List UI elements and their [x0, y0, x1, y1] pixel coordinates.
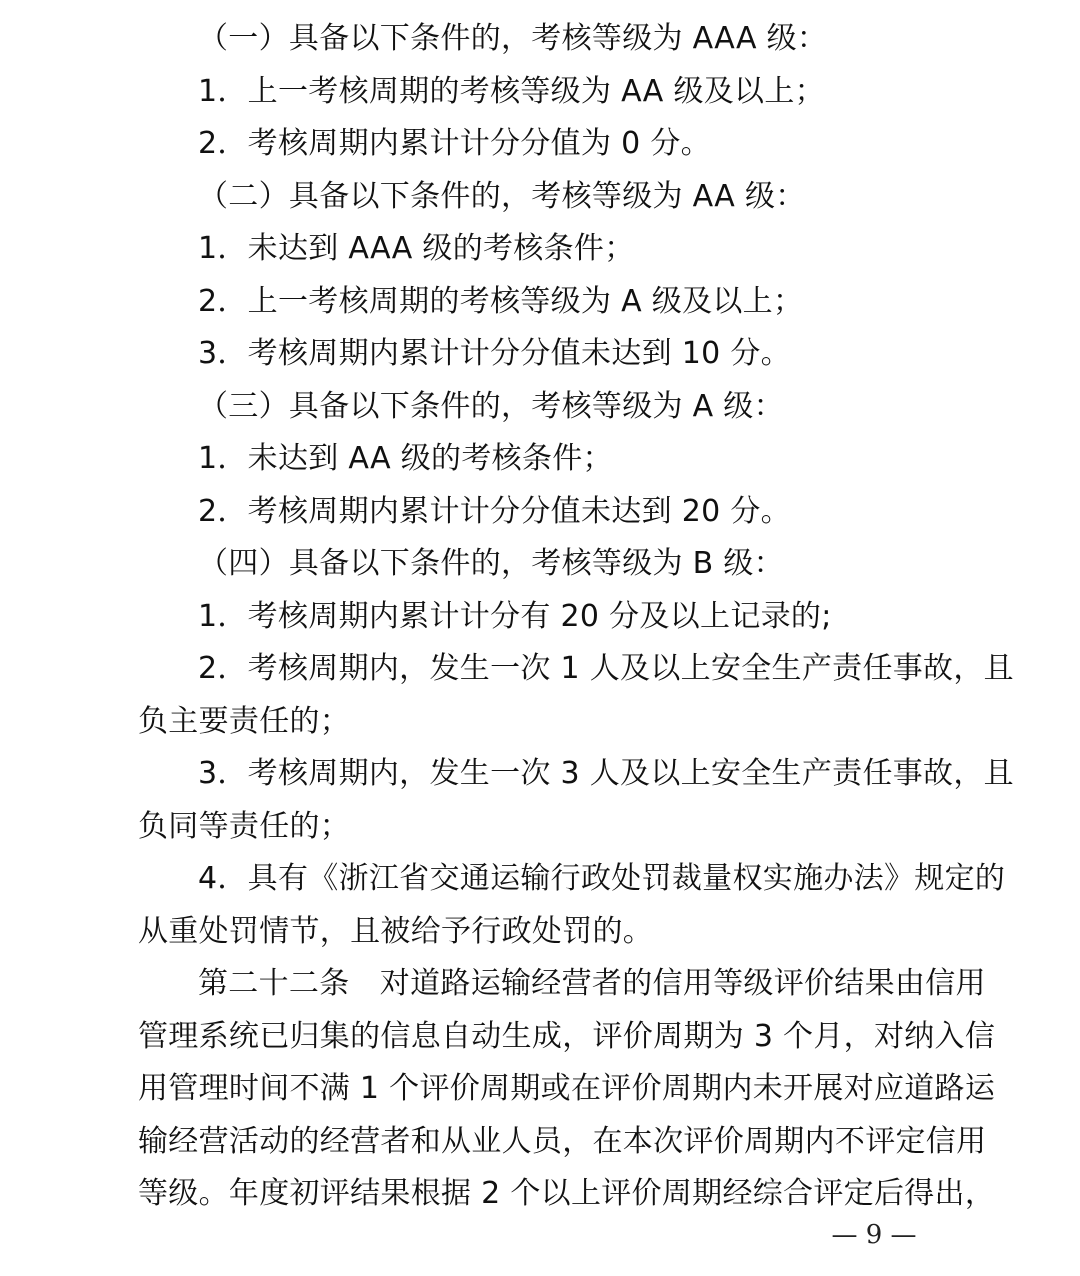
paragraph-line: 2．上一考核周期的考核等级为 A 级及以上； [198, 284, 804, 319]
paragraph-line: 1．考核周期内累计计分有 20 分及以上记录的; [198, 599, 832, 634]
paragraph-line: 2．考核周期内累计计分分值为 0 分。 [198, 126, 711, 161]
paragraph-line: （三）具备以下条件的，考核等级为 A 级： [198, 389, 784, 424]
paragraph-line: 第二十二条 对道路运输经营者的信用等级评价结果由信用 [198, 966, 986, 1001]
paragraph-line: 负主要责任的； [138, 704, 351, 739]
paragraph-line: 3．考核周期内，发生一次 3 人及以上安全生产责任事故，且 [198, 756, 1014, 791]
paragraph-line: （一）具备以下条件的，考核等级为 AAA 级： [198, 21, 828, 56]
paragraph-line: 1．上一考核周期的考核等级为 AA 级及以上； [198, 74, 825, 109]
paragraph-line: 管理系统已归集的信息自动生成，评价周期为 3 个月，对纳入信 [138, 1019, 996, 1054]
paragraph-line: （二）具备以下条件的，考核等级为 AA 级： [198, 179, 806, 214]
paragraph-line: 2．考核周期内累计计分分值未达到 20 分。 [198, 494, 791, 529]
paragraph-line: 等级。年度初评结果根据 2 个以上评价周期经综合评定后得出， [138, 1176, 996, 1211]
paragraph-line: （四）具备以下条件的，考核等级为 B 级： [198, 546, 784, 581]
paragraph-line: 2．考核周期内，发生一次 1 人及以上安全生产责任事故，且 [198, 651, 1014, 686]
paragraph-line: 4．具有《浙江省交通运输行政处罚裁量权实施办法》规定的 [198, 861, 1006, 896]
paragraph-line: 1．未达到 AA 级的考核条件； [198, 441, 613, 476]
paragraph-line: 负同等责任的； [138, 809, 351, 844]
paragraph-line: 输经营活动的经营者和从业人员，在本次评价周期内不评定信用 [138, 1124, 987, 1159]
paragraph-line: 用管理时间不满 1 个评价周期或在评价周期内未开展对应道路运 [138, 1071, 996, 1106]
paragraph-line: 从重处罚情节，且被给予行政处罚的。 [138, 914, 654, 949]
page-number: — 9 — [831, 1220, 917, 1250]
paragraph-line: 3．考核周期内累计计分分值未达到 10 分。 [198, 336, 791, 371]
paragraph-line: 1．未达到 AAA 级的考核条件； [198, 231, 635, 266]
